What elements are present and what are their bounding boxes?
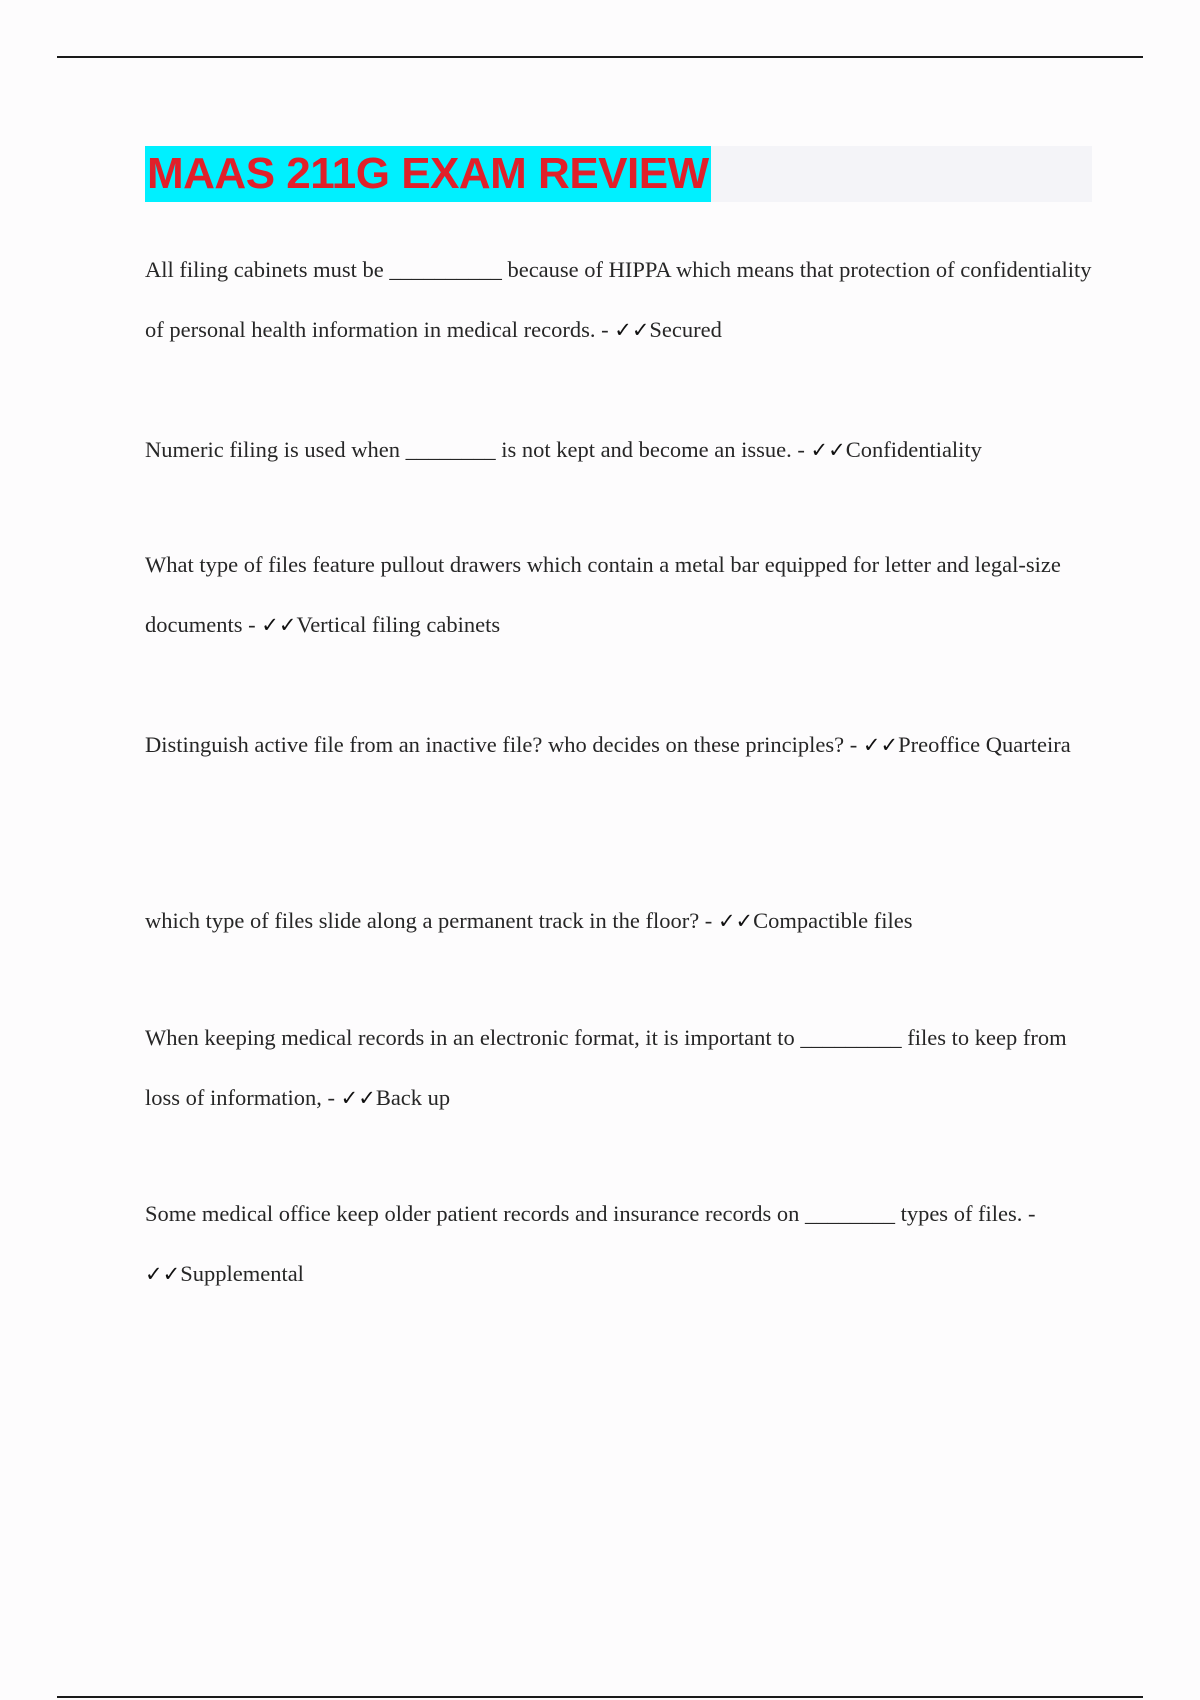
question-text: What type of files feature pullout drawers which contain a metal bar equipped for letter and legal-size documents - — [145, 552, 1061, 637]
answer-text: Preoffice Quarteira — [898, 732, 1071, 757]
page-title: MAAS 211G EXAM REVIEW — [145, 146, 711, 202]
checkmark-icon: ✓✓ — [614, 318, 650, 342]
question-text: Distinguish active file from an inactive file? who decides on these principles? - — [145, 732, 863, 757]
top-rule — [57, 56, 1143, 58]
checkmark-icon: ✓✓ — [862, 733, 899, 757]
qa-item-4 — [145, 715, 1095, 775]
question-text: When keeping medical records in an electronic format, it is important to _________ files to keep from loss of information, - — [145, 1025, 1067, 1110]
qa-item-5 — [145, 891, 1095, 951]
checkmark-icon: ✓✓ — [261, 613, 297, 637]
checkmark-icon: ✓✓ — [810, 438, 846, 462]
checkmark-icon: ✓✓ — [717, 909, 754, 933]
question-text: Some medical office keep older patient records and insurance records on ________ types of files. - — [145, 1201, 1036, 1226]
qa-item-3 — [145, 535, 1095, 655]
question-text: All filing cabinets must be __________ because of HIPPA which means that protection of confidentiality of personal health information in medical records. - — [145, 257, 1092, 342]
answer-text: Supplemental — [180, 1261, 304, 1286]
answer-text: Back up — [375, 1085, 451, 1110]
qa-item-2 — [145, 420, 1095, 480]
question-text: which type of files slide along a permanent track in the floor? - — [145, 908, 718, 933]
checkmark-icon: ✓✓ — [340, 1086, 376, 1110]
question-text: Numeric filing is used when ________ is not kept and become an issue. - — [145, 437, 811, 462]
answer-text: Vertical filing cabinets — [296, 612, 501, 637]
answer-text: Secured — [649, 317, 722, 342]
qa-item-1 — [145, 240, 1095, 360]
qa-item-6 — [145, 1008, 1095, 1128]
bottom-rule — [57, 1696, 1143, 1698]
answer-text: Confidentiality — [845, 437, 982, 462]
qa-item-7 — [145, 1184, 1095, 1304]
checkmark-icon: ✓✓ — [145, 1262, 181, 1286]
answer-text: Compactible files — [753, 908, 913, 933]
